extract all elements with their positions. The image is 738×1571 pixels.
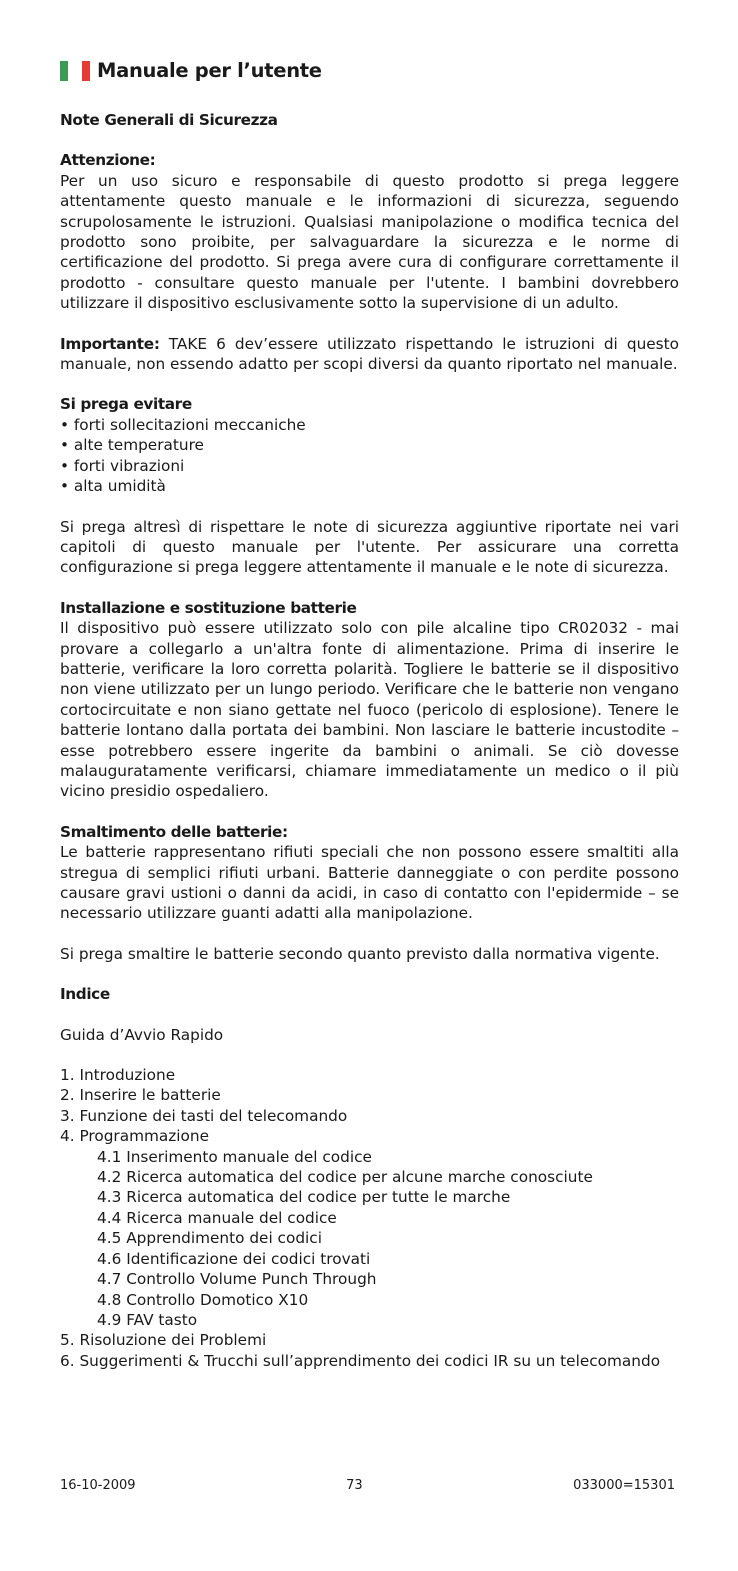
quick-start-link: Guida d’Avvio Rapido — [60, 1025, 224, 1044]
avoid-label: Si prega evitare — [60, 395, 192, 414]
list-item: • alte temperature — [60, 436, 204, 455]
title-row — [60, 56, 679, 86]
list-item: • forti sollecitazioni meccaniche — [60, 415, 306, 434]
toc-item: 2. Inserire le batterie — [60, 1086, 221, 1105]
toc-item: 5. Risoluzione dei Problemi — [60, 1331, 267, 1350]
important-text: TAKE 6 dev’essere utilizzato rispettando le istruzioni di questo manuale, non essendo adatto per scopi diversi da quanto riportato nel manuale. — [60, 334, 679, 374]
page-footer — [60, 1478, 675, 1493]
toc-item: 4. Programmazione — [60, 1127, 210, 1146]
list-item: • alta umidità — [60, 477, 166, 496]
toc-subitem: 4.9 FAV tasto — [97, 1310, 198, 1329]
list-item: • forti vibrazioni — [60, 456, 185, 475]
index-label: Indice — [60, 985, 110, 1004]
toc-subitem: 4.6 Identificazione dei codici trovati — [97, 1249, 371, 1268]
batteries-disposal-text-2: Si prega smaltire le batterie secondo quanto previsto dalla normativa vigente. — [60, 944, 660, 963]
table-of-contents — [60, 1065, 679, 1371]
toc-subitem: 4.7 Controllo Volume Punch Through — [97, 1270, 377, 1289]
footer-page-number: 73 — [346, 1478, 363, 1493]
avoid-list — [60, 415, 679, 497]
attention-text: Per un uso sicuro e responsabile di questo prodotto si prega leggere attentamente questo manuale e le informazioni di sicurezza, seguendo scrupolosamente le istruzioni. Qualsiasi manipolazione o modifica tecnica del prodotto sono proibite, per salvaguardare la sicurezza e le norme di certificazione del prodotto. Si prega avere cura di configurare correttamente il prodotto - consultare questo manuale per l'utente. I bambini dovrebbero utilizzare il dispositivo esclusivamente sotto la supervisione di un adulto. — [60, 171, 679, 313]
footer-code: 033000=15301 — [573, 1478, 675, 1493]
page-title: Manuale per l’utente — [97, 58, 322, 82]
important-paragraph — [60, 334, 679, 375]
flag-white-stripe — [71, 61, 79, 81]
flag-green-stripe — [60, 61, 68, 81]
toc-subitem: 4.8 Controllo Domotico X10 — [97, 1290, 309, 1309]
batteries-install-text: Il dispositivo può essere utilizzato solo con pile alcaline tipo CR02032 - mai provare a collegarlo a un'altra fonte di alimentazione. Prima di inserire le batterie, verificare la loro corretta polarità. Togliere le batterie se il dispositivo non viene utilizzato per un lungo periodo. Verificare che le batterie non vengano cortocircuitate e non siano gettate nel fuoco (pericolo di esplosione). Tenere le batterie lontano dalla portata dei bambini. Non lasciare le batterie incustodite – esse potrebbero essere ingerite da bambini o animali. Se ciò dovesse malauguratamente verificarsi, chiamare immediatamente un medico o il più vicino presidio ospedaliero. — [60, 619, 679, 801]
section-heading: Note Generali di Sicurezza — [60, 111, 278, 129]
flag-red-stripe — [82, 61, 90, 81]
batteries-disposal-text: Le batterie rappresentano rifiuti speciali che non possono essere smaltiti alla stregua di semplici rifiuti urbani. Batterie danneggiate o con perdite possono causare gravi ustioni o danni da acidi, in caso di contatto con l'epidermide – se necessario utilizzare guanti adatti alla manipolazione. — [60, 843, 679, 923]
toc-subitem: 4.4 Ricerca manuale del codice — [97, 1208, 337, 1227]
italian-flag-icon — [60, 61, 90, 81]
toc-subitem: 4.2 Ricerca automatica del codice per alcune marche conosciute — [97, 1168, 593, 1187]
manual-page — [60, 56, 679, 1371]
batteries-install-label: Installazione e sostituzione batterie — [60, 598, 357, 617]
attention-label: Attenzione: — [60, 151, 156, 170]
toc-item: 3. Funzione dei tasti del telecomando — [60, 1106, 348, 1125]
toc-item: 1. Introduzione — [60, 1066, 176, 1085]
batteries-disposal-label: Smaltimento delle batterie: — [60, 822, 288, 841]
toc-subitem: 4.5 Apprendimento dei codici — [97, 1229, 322, 1248]
additional-notes: Si prega altresì di rispettare le note di sicurezza aggiuntive riportate nei vari capitoli di questo manuale per l'utente. Per assicurare una corretta configurazione si prega leggere attentamente il manuale e le note di sicurezza. — [60, 517, 679, 577]
toc-subitem: 4.3 Ricerca automatica del codice per tutte le marche — [97, 1188, 511, 1207]
important-label: Importante: — [60, 334, 160, 353]
toc-subitem: 4.1 Inserimento manuale del codice — [97, 1147, 372, 1166]
toc-item: 6. Suggerimenti & Trucchi sull’apprendimento dei codici IR su un telecomando — [60, 1351, 661, 1370]
footer-date: 16-10-2009 — [60, 1478, 136, 1493]
